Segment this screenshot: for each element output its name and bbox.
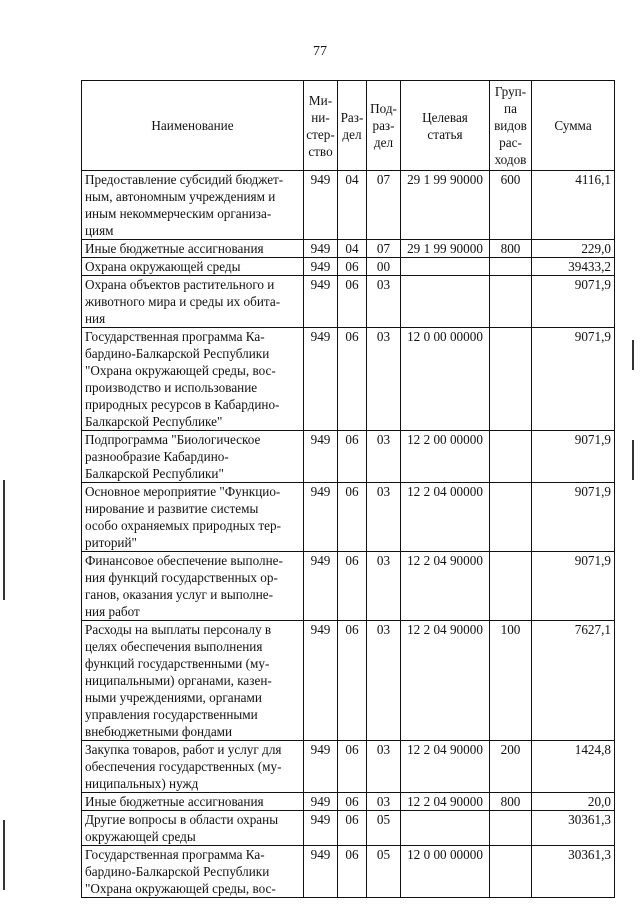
page-number: 77 xyxy=(313,44,327,59)
cell-target: 12 0 00 00000 xyxy=(401,846,490,898)
margin-mark xyxy=(3,480,5,600)
cell-ministry: 949 xyxy=(304,276,338,328)
cell-subsection: 03 xyxy=(367,276,401,328)
header-subsection: Под- раз- дел xyxy=(367,81,401,171)
cell-expense-group xyxy=(490,431,532,483)
cell-ministry: 949 xyxy=(304,258,338,276)
cell-section: 06 xyxy=(338,431,367,483)
cell-ministry: 949 xyxy=(304,741,338,793)
cell-expense-group xyxy=(490,328,532,431)
table-row xyxy=(82,328,615,431)
header-ministry: Ми- ни- стер- ство xyxy=(304,81,338,171)
cell-subsection: 05 xyxy=(367,811,401,846)
cell-expense-group xyxy=(490,258,532,276)
cell-subsection: 05 xyxy=(367,846,401,898)
cell-expense-group xyxy=(490,811,532,846)
cell-section: 06 xyxy=(338,621,367,741)
cell-expense-group: 800 xyxy=(490,793,532,811)
header-section: Раз- дел xyxy=(338,81,367,171)
cell-sum: 7627,1 xyxy=(532,621,615,741)
cell-ministry: 949 xyxy=(304,846,338,898)
cell-name: Расходы на выплаты персоналу в целях обеспечения выполнения функций государственными (му- ниципальными) органами, казен- ными учреждениями, органами управления государственными внебюджетными фондами xyxy=(82,621,304,741)
cell-ministry: 949 xyxy=(304,328,338,431)
cell-section: 06 xyxy=(338,483,367,552)
cell-section: 06 xyxy=(338,793,367,811)
cell-name: Финансовое обеспечение выполне- ния функций государственных ор- ганов, оказания услуг и выполне- ния работ xyxy=(82,552,304,621)
cell-sum: 30361,3 xyxy=(532,811,615,846)
cell-expense-group xyxy=(490,276,532,328)
cell-ministry: 949 xyxy=(304,431,338,483)
cell-name: Государственная программа Ка- бардино-Балкарской Республики "Охрана окружающей среды, вос- xyxy=(82,846,304,898)
cell-name: Охрана окружающей среды xyxy=(82,258,304,276)
table-row xyxy=(82,171,615,240)
cell-subsection: 00 xyxy=(367,258,401,276)
cell-section: 06 xyxy=(338,846,367,898)
table-row xyxy=(82,431,615,483)
cell-sum: 9071,9 xyxy=(532,431,615,483)
cell-name: Закупка товаров, работ и услуг для обеспечения государственных (му- ниципальных) нужд xyxy=(82,741,304,793)
cell-name: Иные бюджетные ассигнования xyxy=(82,793,304,811)
cell-subsection: 03 xyxy=(367,483,401,552)
table-row xyxy=(82,240,615,258)
cell-sum: 39433,2 xyxy=(532,258,615,276)
header-target: Целевая статья xyxy=(401,81,490,171)
header-sum: Сумма xyxy=(532,81,615,171)
table-row xyxy=(82,258,615,276)
header-expense-group: Груп- па видов рас- ходов xyxy=(490,81,532,171)
cell-sum: 9071,9 xyxy=(532,483,615,552)
margin-mark xyxy=(3,820,5,890)
table-row xyxy=(82,846,615,898)
cell-expense-group: 800 xyxy=(490,240,532,258)
cell-target: 12 2 00 00000 xyxy=(401,431,490,483)
cell-expense-group: 200 xyxy=(490,741,532,793)
cell-section: 04 xyxy=(338,171,367,240)
cell-target: 12 0 00 00000 xyxy=(401,328,490,431)
margin-mark xyxy=(632,440,634,480)
cell-name: Основное мероприятие "Функцио- нирование и развитие системы особо охраняемых природных тер- риторий" xyxy=(82,483,304,552)
cell-expense-group xyxy=(490,552,532,621)
cell-subsection: 03 xyxy=(367,328,401,431)
cell-ministry: 949 xyxy=(304,552,338,621)
cell-name: Подпрограмма "Биологическое разнообразие Кабардино- Балкарской Республики" xyxy=(82,431,304,483)
cell-target: 12 2 04 90000 xyxy=(401,793,490,811)
table-row xyxy=(82,741,615,793)
cell-subsection: 03 xyxy=(367,793,401,811)
table-row xyxy=(82,483,615,552)
cell-ministry: 949 xyxy=(304,621,338,741)
table-row xyxy=(82,793,615,811)
cell-name: Государственная программа Ка- бардино-Балкарской Республики "Охрана окружающей среды, вос- производство и использование природных ресурсов в Кабардино- Балкарской Республике" xyxy=(82,328,304,431)
table-row xyxy=(82,276,615,328)
cell-name: Иные бюджетные ассигнования xyxy=(82,240,304,258)
cell-ministry: 949 xyxy=(304,793,338,811)
cell-section: 04 xyxy=(338,240,367,258)
cell-sum: 30361,3 xyxy=(532,846,615,898)
cell-target xyxy=(401,258,490,276)
cell-target xyxy=(401,276,490,328)
budget-table xyxy=(81,80,615,898)
cell-ministry: 949 xyxy=(304,240,338,258)
cell-target: 12 2 04 90000 xyxy=(401,552,490,621)
table-row xyxy=(82,552,615,621)
cell-subsection: 07 xyxy=(367,240,401,258)
cell-section: 06 xyxy=(338,258,367,276)
cell-expense-group: 100 xyxy=(490,621,532,741)
cell-subsection: 03 xyxy=(367,621,401,741)
cell-ministry: 949 xyxy=(304,483,338,552)
cell-sum: 1424,8 xyxy=(532,741,615,793)
table-row xyxy=(82,811,615,846)
cell-subsection: 03 xyxy=(367,431,401,483)
cell-target: 29 1 99 90000 xyxy=(401,240,490,258)
cell-sum: 4116,1 xyxy=(532,171,615,240)
cell-target xyxy=(401,811,490,846)
cell-sum: 20,0 xyxy=(532,793,615,811)
cell-section: 06 xyxy=(338,552,367,621)
cell-ministry: 949 xyxy=(304,811,338,846)
cell-expense-group: 600 xyxy=(490,171,532,240)
cell-section: 06 xyxy=(338,741,367,793)
cell-subsection: 03 xyxy=(367,552,401,621)
cell-sum: 9071,9 xyxy=(532,328,615,431)
margin-mark xyxy=(632,340,634,370)
header-name: Наименование xyxy=(82,81,304,171)
cell-subsection: 03 xyxy=(367,741,401,793)
cell-name: Другие вопросы в области охраны окружающей среды xyxy=(82,811,304,846)
table-row xyxy=(82,621,615,741)
cell-name: Охрана объектов растительного и животного мира и среды их обита- ния xyxy=(82,276,304,328)
cell-section: 06 xyxy=(338,276,367,328)
cell-sum: 229,0 xyxy=(532,240,615,258)
cell-target: 12 2 04 90000 xyxy=(401,741,490,793)
cell-sum: 9071,9 xyxy=(532,276,615,328)
cell-section: 06 xyxy=(338,811,367,846)
cell-name: Предоставление субсидий бюджет- ным, автономным учреждениям и иным некоммерческим организа- циям xyxy=(82,171,304,240)
cell-sum: 9071,9 xyxy=(532,552,615,621)
cell-ministry: 949 xyxy=(304,171,338,240)
cell-target: 12 2 04 00000 xyxy=(401,483,490,552)
table-header-row xyxy=(82,81,615,171)
cell-target: 12 2 04 90000 xyxy=(401,621,490,741)
cell-expense-group xyxy=(490,846,532,898)
cell-subsection: 07 xyxy=(367,171,401,240)
cell-section: 06 xyxy=(338,328,367,431)
cell-target: 29 1 99 90000 xyxy=(401,171,490,240)
cell-expense-group xyxy=(490,483,532,552)
